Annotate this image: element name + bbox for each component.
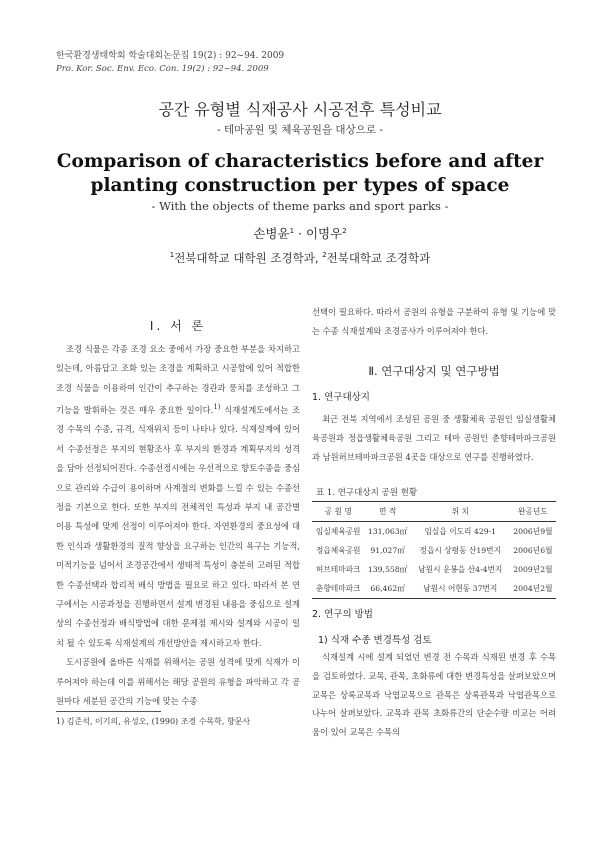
table-cell: 2009년2월 [513,565,553,574]
intro-paragraph-1 [56,340,300,653]
affiliation-2-mark: 2 [322,251,327,260]
table-row [312,522,556,542]
table-cell: 정읍체육공원 [315,546,361,555]
table-cell: 2006년6월 [513,546,553,555]
table-cell: 2004년2월 [510,579,556,599]
table-header-cell: 공 원 명 [312,502,364,522]
intro-paragraph-2-cont: 선택이 필요하다. 따라서 공원의 유형을 구분하여 유형 및 기능에 맞는 수종 식재설계와 조경공사가 이루어져야 한다. [312,307,556,337]
table-row [312,560,556,579]
table-cell: 춘향테마파크 [312,579,364,599]
method-paragraph [312,648,556,742]
author-1: 손병윤 [253,226,290,241]
section-2-heading: Ⅱ. 연구대상지 및 연구방법 [368,364,500,378]
table-cell: 2006년9월 [513,527,553,536]
affiliation-line [0,250,600,266]
author-2-mark: 2 [342,226,347,235]
subsection-2-1-heading: 1) 식재 수종 변경특성 검토 [318,635,432,646]
method-text: 식재설계 시에 설계 되었던 변경 전 수목과 식재된 변경 후 수목을 검토하였다. 교목, 관목, 초화류에 대한 변경특성을 살펴보았으며 교목은 상록교목과 낙엽교목으로 관목은 상록관목과 낙엽관목으로 나누어 살펴보았다. 교목과 관목 초화류간의 단순수량 비교는 어려움이 있어 교목은 수목의 [312,652,556,738]
table-caption: 표 1. 연구대상지 공원 현황 [316,488,418,498]
title-korean: 공간 유형별 식재공사 시공전후 특성비교 [158,100,442,119]
table-header-cell: 면 적 [364,502,410,522]
subsection-2-heading: 2. 연구의 방법 [312,609,373,620]
section-1-heading: Ⅰ. 서 론 [149,319,207,333]
study-site-text: 최근 전북 지역에서 조성된 공원 중 생활체육 공원인 임실생활체육공원과 정읍생활체육공원 그리고 테마 공원인 춘향테마파크공원과 남원허브테마파크공원 4곳을 대상으로 연구를 진행하였다. [312,414,556,462]
author-2: 이명우 [305,226,343,241]
table-cell: 남원시 어현동 37번지 [411,579,510,599]
study-site-paragraph [312,410,556,467]
affiliation-1: 전북대학교 대학원 조경학과, [174,251,323,265]
table-cell: 허브테마파크 [315,565,361,574]
intro-paragraph-1-text: 조경 식물은 각종 조경 요소 중에서 가장 중요한 부분을 차지하고 있는데, 아름답고 조화 있는 조경을 계획하고 시공함에 있어 적합한 조경 식물을 이용하여 인간이 추구하는 경관과 풍치를 조성하고 그 기능을 발휘하는 것은 매우 중요한 일이다. [56,344,300,415]
author-1-mark: 1 [289,226,295,235]
affiliation-1-mark: 1 [169,251,175,260]
table-cell: 임실읍 이도리 429-1 [424,527,497,536]
table-header-row [312,502,556,522]
table-cell: 남원시 운봉읍 산4-4번지 [418,565,503,574]
table-row [312,579,556,599]
table-cell: 정읍시 상평동 산19번지 [419,546,502,555]
right-column-top [312,303,556,342]
subsection-1-heading: 1. 연구대상지 [312,392,370,403]
journal-header-korean: 한국환경생태학회 학술대회논문집 19(2) : 92~94. 2009 [56,51,285,61]
table-cell: 임실체육공원 [315,527,361,536]
intro-paragraph-2: 도시공원에 올바른 식재를 위해서는 공원 성격에 맞게 식재가 이루어져야 하는데 이를 위해서는 해당 공원의 유형을 파악하고 각 공원마다 세분된 공간의 기능에 맞는 수종 [56,657,300,707]
left-column [56,340,300,711]
table-cell: 91,027㎡ [370,546,405,555]
title-english: Comparison of characteristics before and after planting construction per types of space [56,151,544,196]
author-line [0,224,600,242]
subtitle-english: - With the objects of theme parks and sport parks - [151,199,449,213]
affiliation-2: 전북대학교 조경학과 [326,251,431,265]
table-header-cell: 위 치 [411,502,510,522]
table-cell: 139,558㎡ [367,565,408,574]
table-cell: 131,063㎡ [367,527,408,536]
subtitle-korean: - 테마공원 및 체육공원을 대상으로 - [216,124,384,136]
journal-header-english: Pro. Kor. Soc. Env. Eco. Con. 19(2) : 92~94. 2009 [56,64,269,74]
table-row [312,541,556,560]
study-site-table [312,501,556,599]
footnote-divider [56,711,161,712]
table-header-cell: 완공년도 [510,502,556,522]
table-cell: 66,462㎡ [364,579,410,599]
footnote-ref-1: 1) [213,403,221,412]
author-separator: · [294,226,306,241]
intro-paragraph-1-cont: 식재설계도에서는 조경 수목의 수종, 규격, 식재위치 등이 나타나 있다. 식재설계에 있어서 수종선정은 부지의 현황조사 후 부지의 환경과 계획부지의 성격을 담아 선정되어진다. 수종선정시에는 우선적으로 향토수종을 중심으로 관리와 수급이 용이하며 사계절의 변화를 느낄 수 있는 수종선정을 기본으로 한다. 또한 부지의 전체적인 특성과 부지 내 공간별 이용 특성에 맞게 선정이 이루어져야 한다. 자연환경의 중요성에 대한 인식과 생활환경의 질적 향상을 요구하는 인간의 욕구는 기능적, 미적기능을 넘어서 조경공간에서 생태적 특성이 충분히 고려된 적합한 수종선택과 합리적 배식 방법을 필요로 하고 있다. 따라서 본 연구에서는 시공과정을 진행하면서 설계 변경된 내용을 중심으로 설계상의 수종선정과 배식방법에 대한 문제점 제시와 설계와 시공이 일치 될 수 있도록 식재설계의 개선방안을 제시하고자 한다. [56,404,300,648]
footnote: 1) 김준석, 이기의, 유성오, (1990) 조경 수목학, 향문사 [56,717,251,726]
